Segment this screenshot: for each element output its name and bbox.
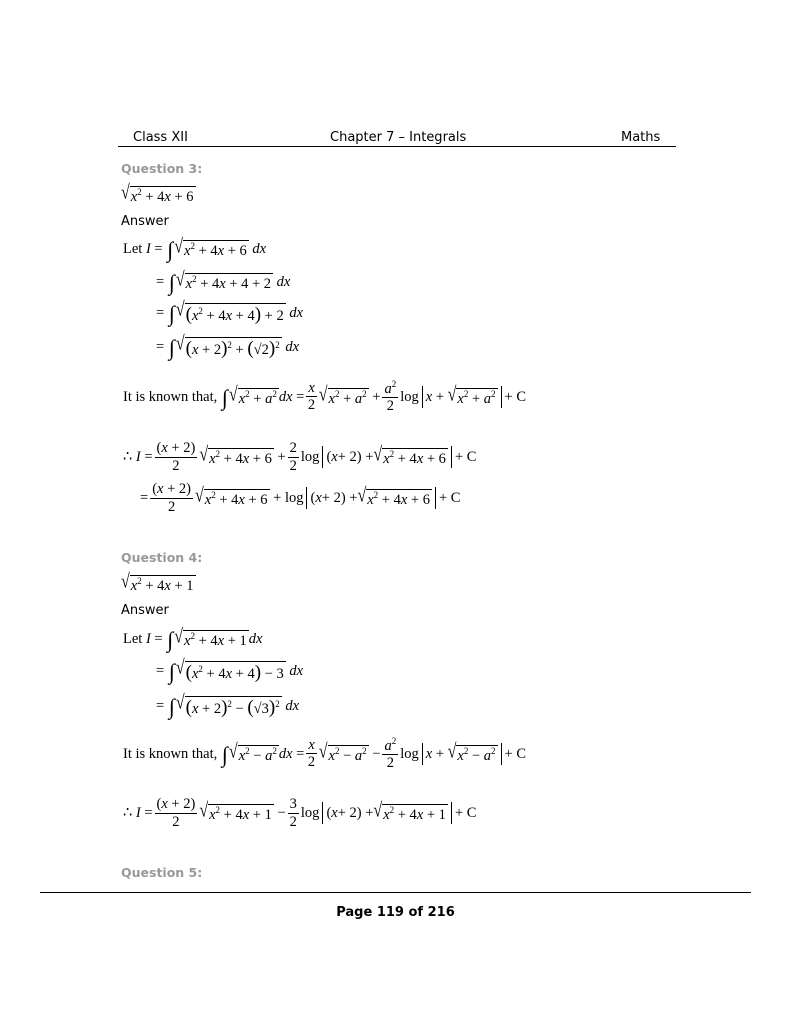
- q4-step-2: = ∫ √ $(x^2 + 4x + 4) - 3$ dx: [156, 656, 304, 684]
- q4-step-3: = ∫ √ $(x + 2)^2 - (√3)^2$ dx: [156, 691, 300, 719]
- q4-result: ∴ I = $\frac{(x + 2)}{2}$ √ $x^2 + 4x + 1$ − $\frac{3}{2}$ log ( x + 2) + √ $x^2 + 4x + 1$ + C: [123, 796, 477, 830]
- q4-step-1: Let I = ∫ √ $x^2 + 4x + 1$ dx: [123, 626, 263, 652]
- q3-known-formula: It is known that, ∫ √ $x^2 + a^2$ dx = $\frac{x}{2}$ √ $x^2 + a^2$ + $\frac{a^2}{2}$ log x + √ $x^2 + a^2$ + C: [123, 379, 527, 415]
- header-chapter: Chapter 7 – Integrals: [330, 130, 467, 145]
- question-5-title: Question 5:: [121, 865, 203, 880]
- question-3-expression: √ $x^2 + 4x + 6$: [121, 182, 194, 205]
- footer-rule: [40, 892, 751, 893]
- q4-known-formula: It is known that, ∫ √ $x^2 - a^2$ dx = $\frac{x}{2}$ √ $x^2 - a^2$ − $\frac{a^2}{2}$ log x + √ $x^2 - a^2$ + C: [123, 736, 527, 772]
- header-rule: [118, 146, 676, 147]
- question-4-expression: √ $x^2 + 4x + 1$: [121, 571, 194, 594]
- question-4-title: Question 4:: [121, 550, 203, 565]
- q3-step-3: = ∫ √ $(x^2 + 4x + 4) + 2$ dx: [156, 298, 304, 326]
- question-3-title: Question 3:: [121, 161, 203, 176]
- q3-result-1: ∴ I = $\frac{(x + 2)}{2}$ √ $x^2 + 4x + 6$ + $\frac{2}{2}$ log ( x + 2) + √ $x^2 + 4x + 6$ + C: [123, 440, 477, 474]
- page-number: Page 119 of 216: [336, 905, 455, 920]
- header-class: Class XII: [133, 130, 188, 145]
- header-subject: Maths: [621, 130, 661, 145]
- question-3-answer-label: Answer: [121, 214, 169, 229]
- q3-step-4: = ∫ √ $(x + 2)^2 + (√2)^2$ dx: [156, 332, 300, 360]
- question-4-answer-label: Answer: [121, 603, 169, 618]
- q3-result-2: = $\frac{(x + 2)}{2}$ √ $x^2 + 4x + 6$ + log ( x + 2) + √ $x^2 + 4x + 6$ + C: [140, 481, 461, 515]
- q3-step-1: Let I = ∫ √ $x^2 + 4x + 6$ dx: [123, 236, 267, 262]
- q3-step-2: = ∫ √ $x^2 + 4x + 4 + 2$ dx: [156, 269, 291, 295]
